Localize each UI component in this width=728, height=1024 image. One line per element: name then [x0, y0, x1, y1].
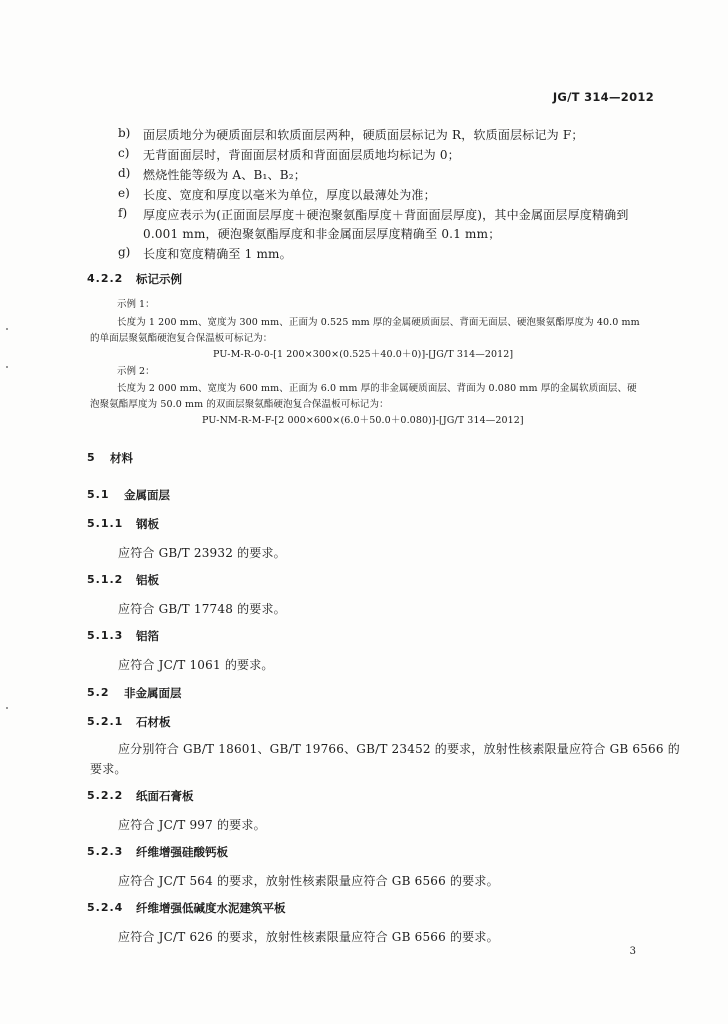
clause-number-5-1-3: 5.1.3 [87, 629, 124, 642]
example-1-code: PU-M-R-0-0-[1 200×300×(0.525＋40.0＋0)]-[JG/T 314—2012] [213, 349, 514, 360]
clause-title-4-2-2: 标记示例 [136, 272, 182, 286]
list-marker-d: d) [118, 166, 131, 180]
list-item-e: 长度、宽度和厚度以毫米为单位，厚度以最薄处为准； [143, 188, 436, 202]
scan-speck [6, 707, 8, 709]
list-item-f: 厚度应表示为(正面面层厚度＋硬泡聚氨酯厚度＋背面面层厚度)，其中金属面层厚度精确到 [143, 208, 629, 222]
clause-number-5-1: 5.1 [87, 488, 110, 501]
clause-title-5-2: 非金属面层 [124, 686, 182, 700]
list-marker-f: f) [118, 206, 128, 220]
example-1-label: 示例 1： [117, 299, 155, 310]
clause-number-5-2-1: 5.2.1 [87, 715, 124, 728]
list-item-c: 无背面面层时，背面面层材质和背面面层质地均标记为 0； [143, 148, 460, 162]
list-item-f-continuation: 0.001 mm，硬泡聚氨酯厚度和非金属面层厚度精确至 0.1 mm； [143, 227, 501, 241]
clause-title-5: 材料 [110, 451, 133, 465]
list-marker-b: b) [118, 126, 131, 140]
example-2-code: PU-NM-R-M-F-[2 000×600×(6.0＋50.0＋0.080)]-[JG/T 314—2012] [202, 415, 524, 426]
clause-text-5-1-3: 应符合 JC/T 1061 的要求。 [118, 658, 274, 672]
clause-number-5: 5 [87, 451, 96, 464]
list-item-d: 燃烧性能等级为 A、B₁、B₂； [143, 168, 306, 182]
clause-text-5-2-4: 应符合 JC/T 626 的要求，放射性核素限量应符合 GB 6566 的要求。 [118, 930, 499, 944]
list-marker-c: c) [118, 146, 130, 160]
clause-title-5-1-2: 铝板 [136, 573, 159, 587]
scan-speck [6, 366, 8, 368]
list-marker-e: e) [118, 186, 130, 200]
example-2-line-1: 长度为 2 000 mm、宽度为 600 mm、正面为 6.0 mm 厚的非金属硬质面层、背面为 0.080 mm 厚的金属软质面层、硬 [117, 383, 637, 394]
clause-text-5-2-3: 应符合 JC/T 564 的要求，放射性核素限量应符合 GB 6566 的要求。 [118, 874, 499, 888]
scan-speck [6, 328, 8, 330]
list-item-g: 长度和宽度精确至 1 mm。 [143, 247, 292, 261]
list-marker-g: g) [118, 245, 131, 259]
clause-text-5-1-2: 应符合 GB/T 17748 的要求。 [118, 602, 286, 616]
clause-title-5-1-1: 钢板 [136, 517, 159, 531]
clause-number-5-2-4: 5.2.4 [87, 901, 124, 914]
clause-number-5-2-2: 5.2.2 [87, 789, 124, 802]
standard-number-header: JG/T 314—2012 [552, 90, 654, 104]
clause-number-5-1-1: 5.1.1 [87, 517, 124, 530]
clause-title-5-1: 金属面层 [124, 488, 170, 502]
page-number: 3 [629, 946, 636, 957]
clause-text-5-2-2: 应符合 JC/T 997 的要求。 [118, 818, 266, 832]
clause-number-5-2: 5.2 [87, 686, 110, 699]
clause-number-4-2-2: 4.2.2 [87, 272, 124, 285]
clause-title-5-1-3: 铝箔 [136, 629, 159, 643]
clause-number-5-2-3: 5.2.3 [87, 845, 124, 858]
clause-title-5-2-1: 石材板 [136, 715, 171, 729]
clause-text-5-2-1-continuation: 要求。 [90, 762, 127, 776]
clause-number-5-1-2: 5.1.2 [87, 573, 124, 586]
example-2-line-2: 泡聚氨酯厚度为 50.0 mm 的双面层聚氨酯硬泡复合保温板可标记为： [90, 399, 389, 410]
clause-text-5-1-1: 应符合 GB/T 23932 的要求。 [118, 546, 286, 560]
example-1-line-2: 的单面层聚氨酯硬泡复合保温板可标记为： [90, 333, 273, 344]
list-item-b: 面层质地分为硬质面层和软质面层两种，硬质面层标记为 R，软质面层标记为 F； [143, 128, 584, 142]
clause-title-5-2-3: 纤维增强硅酸钙板 [136, 845, 228, 859]
example-2-label: 示例 2： [117, 366, 155, 377]
clause-title-5-2-4: 纤维增强低碱度水泥建筑平板 [136, 901, 286, 915]
clause-text-5-2-1: 应分别符合 GB/T 18601、GB/T 19766、GB/T 23452 的要求，放射性核素限量应符合 GB 6566 的 [118, 742, 680, 756]
example-1-line-1: 长度为 1 200 mm、宽度为 300 mm、正面为 0.525 mm 厚的金属硬质面层、背面无面层、硬泡聚氨酯厚度为 40.0 mm [117, 317, 640, 328]
clause-title-5-2-2: 纸面石膏板 [136, 789, 194, 803]
